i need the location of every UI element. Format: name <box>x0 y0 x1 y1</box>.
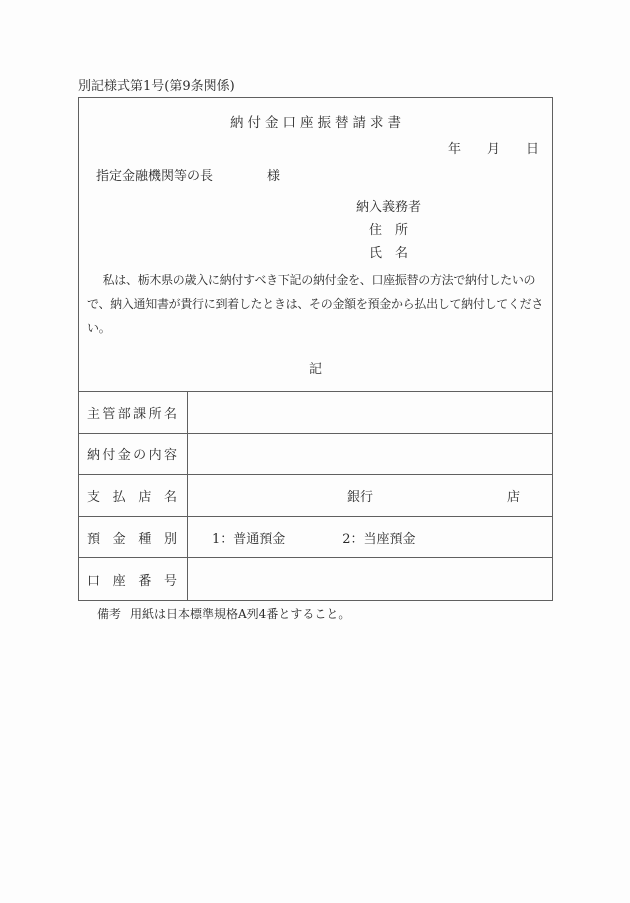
payer-address-label: 住 所 <box>369 223 409 238</box>
payer-heading: 納入義務者 <box>356 200 422 215</box>
form-title: 納付金口座振替請求書 <box>230 115 405 131</box>
remarks-label: 備考 <box>97 607 122 621</box>
row-value-department <box>188 392 552 433</box>
row-label-account-number: 口 座 番 号 <box>79 558 188 600</box>
row-label-paying-branch: 支 払 店 名 <box>79 475 188 516</box>
addressee-label: 指定金融機関等の長 <box>96 169 214 184</box>
statement-line: い。 <box>87 321 111 335</box>
row-value-account-number <box>188 558 552 600</box>
table-row-paying-branch <box>79 475 552 517</box>
row-value-deposit-type <box>188 517 552 558</box>
row-value-payment-description <box>188 434 552 475</box>
table-row-deposit-type <box>79 517 552 559</box>
date-line: 年 月 日 <box>447 142 539 157</box>
remarks-text: 用紙は日本標準規格A列4番とすること。 <box>130 607 351 621</box>
request-statement <box>87 268 546 340</box>
addressee-honorific: 様 <box>267 169 281 184</box>
table-row-department <box>79 392 552 434</box>
form-table <box>79 391 552 600</box>
statement-line: で、納入通知書が貴行に到着したときは、その金額を預金から払出して納付してくださ <box>87 297 544 311</box>
deposit-option-ordinary: 1：普通預金 <box>212 531 286 547</box>
bank-suffix-label: 銀行 <box>347 489 374 505</box>
form-style-label: 別記様式第1号(第9条関係) <box>78 79 235 94</box>
table-row-account-number <box>79 558 552 600</box>
statement-line: 私は、栃木県の歳入に納付すべき下記の納付金を、口座振替の方法で納付したいの <box>102 273 536 287</box>
row-label-department: 主 管 部 課 所 名 <box>79 392 188 433</box>
branch-suffix-label: 店 <box>506 489 520 505</box>
deposit-option-current: 2：当座預金 <box>342 531 416 547</box>
table-row-payment-description <box>79 434 552 476</box>
record-marker: 記 <box>308 362 322 377</box>
row-label-deposit-type: 預 金 種 別 <box>79 517 188 558</box>
form-box <box>78 97 553 601</box>
payer-name-label: 氏 名 <box>369 246 409 261</box>
row-value-paying-branch <box>188 475 552 516</box>
row-label-payment-description: 納 付 金 の 内 容 <box>79 434 188 475</box>
addressee-line <box>96 165 280 184</box>
remarks-note <box>97 605 350 622</box>
payer-block <box>356 196 421 265</box>
